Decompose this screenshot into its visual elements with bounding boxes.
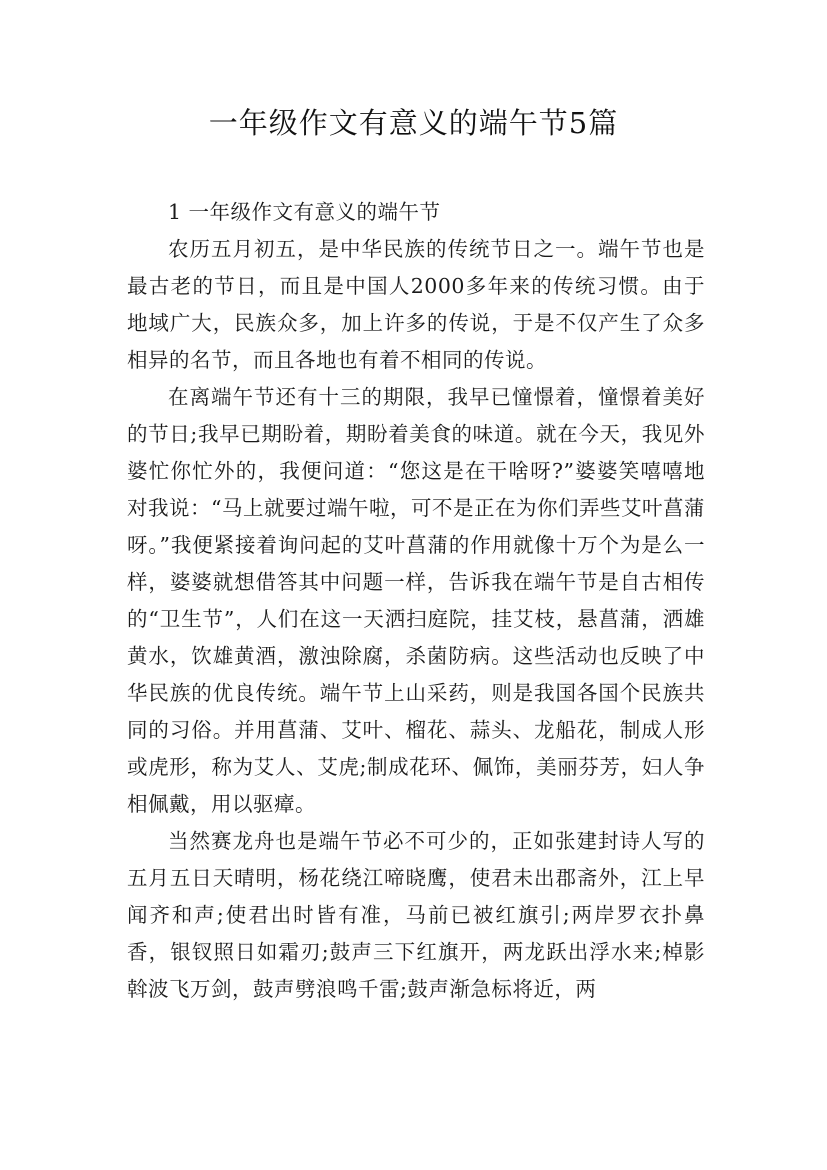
document-body <box>127 194 705 1008</box>
paragraph-1: 农历五月初五，是中华民族的传统节日之一。端午节也是最古老的节日，而且是中国人2000多年来的传统习惯。由于地域广大，民族众多，加上许多的传说，于是不仅产生了众多相异的名节，而且各地也有着不相同的传说。 <box>127 237 705 372</box>
section-heading: 1 一年级作文有意义的端午节 <box>168 200 441 224</box>
paragraph-3: 当然赛龙舟也是端午节必不可少的，正如张建封诗人写的五月五日天晴明，杨花绕江啼晓鹰，使君未出郡斋外，江上早闻齐和声;使君出时皆有准，马前已被红旗引;两岸罗衣扑鼻香，银钗照日如霜刃;鼓声三下红旗开，两龙跃出浮水来;棹影斡波飞万剑，鼓声劈浪鸣千雷;鼓声渐急标将近，两 <box>127 829 705 1001</box>
document-title: 一年级作文有意义的端午节5篇 <box>208 106 619 140</box>
paragraph-2: 在离端午节还有十三的期限，我早已憧憬着，憧憬着美好的节日;我早已期盼着，期盼着美食的味道。就在今天，我见外婆忙你忙外的，我便问道：“您这是在干啥呀?”婆婆笑嘻嘻地对我说：“马上就要过端午啦，可不是正在为你们弄些艾叶菖蒲呀。”我便紧接着询问起的艾叶菖蒲的作用就像十万个为是么一样，婆婆就想借答其中问题一样，告诉我在端午节是自古相传的“卫生节”，人们在这一天洒扫庭院，挂艾枝，悬菖蒲，洒雄黄水，饮雄黄酒，激浊除腐，杀菌防病。这些活动也反映了中华民族的优良传统。端午节上山采药，则是我国各国个民族共同的习俗。并用菖蒲、艾叶、榴花、蒜头、龙船花，制成人形或虎形，称为艾人、艾虎;制成花环、佩饰，美丽芬芳，妇人争相佩戴，用以驱瘴。 <box>127 385 705 816</box>
